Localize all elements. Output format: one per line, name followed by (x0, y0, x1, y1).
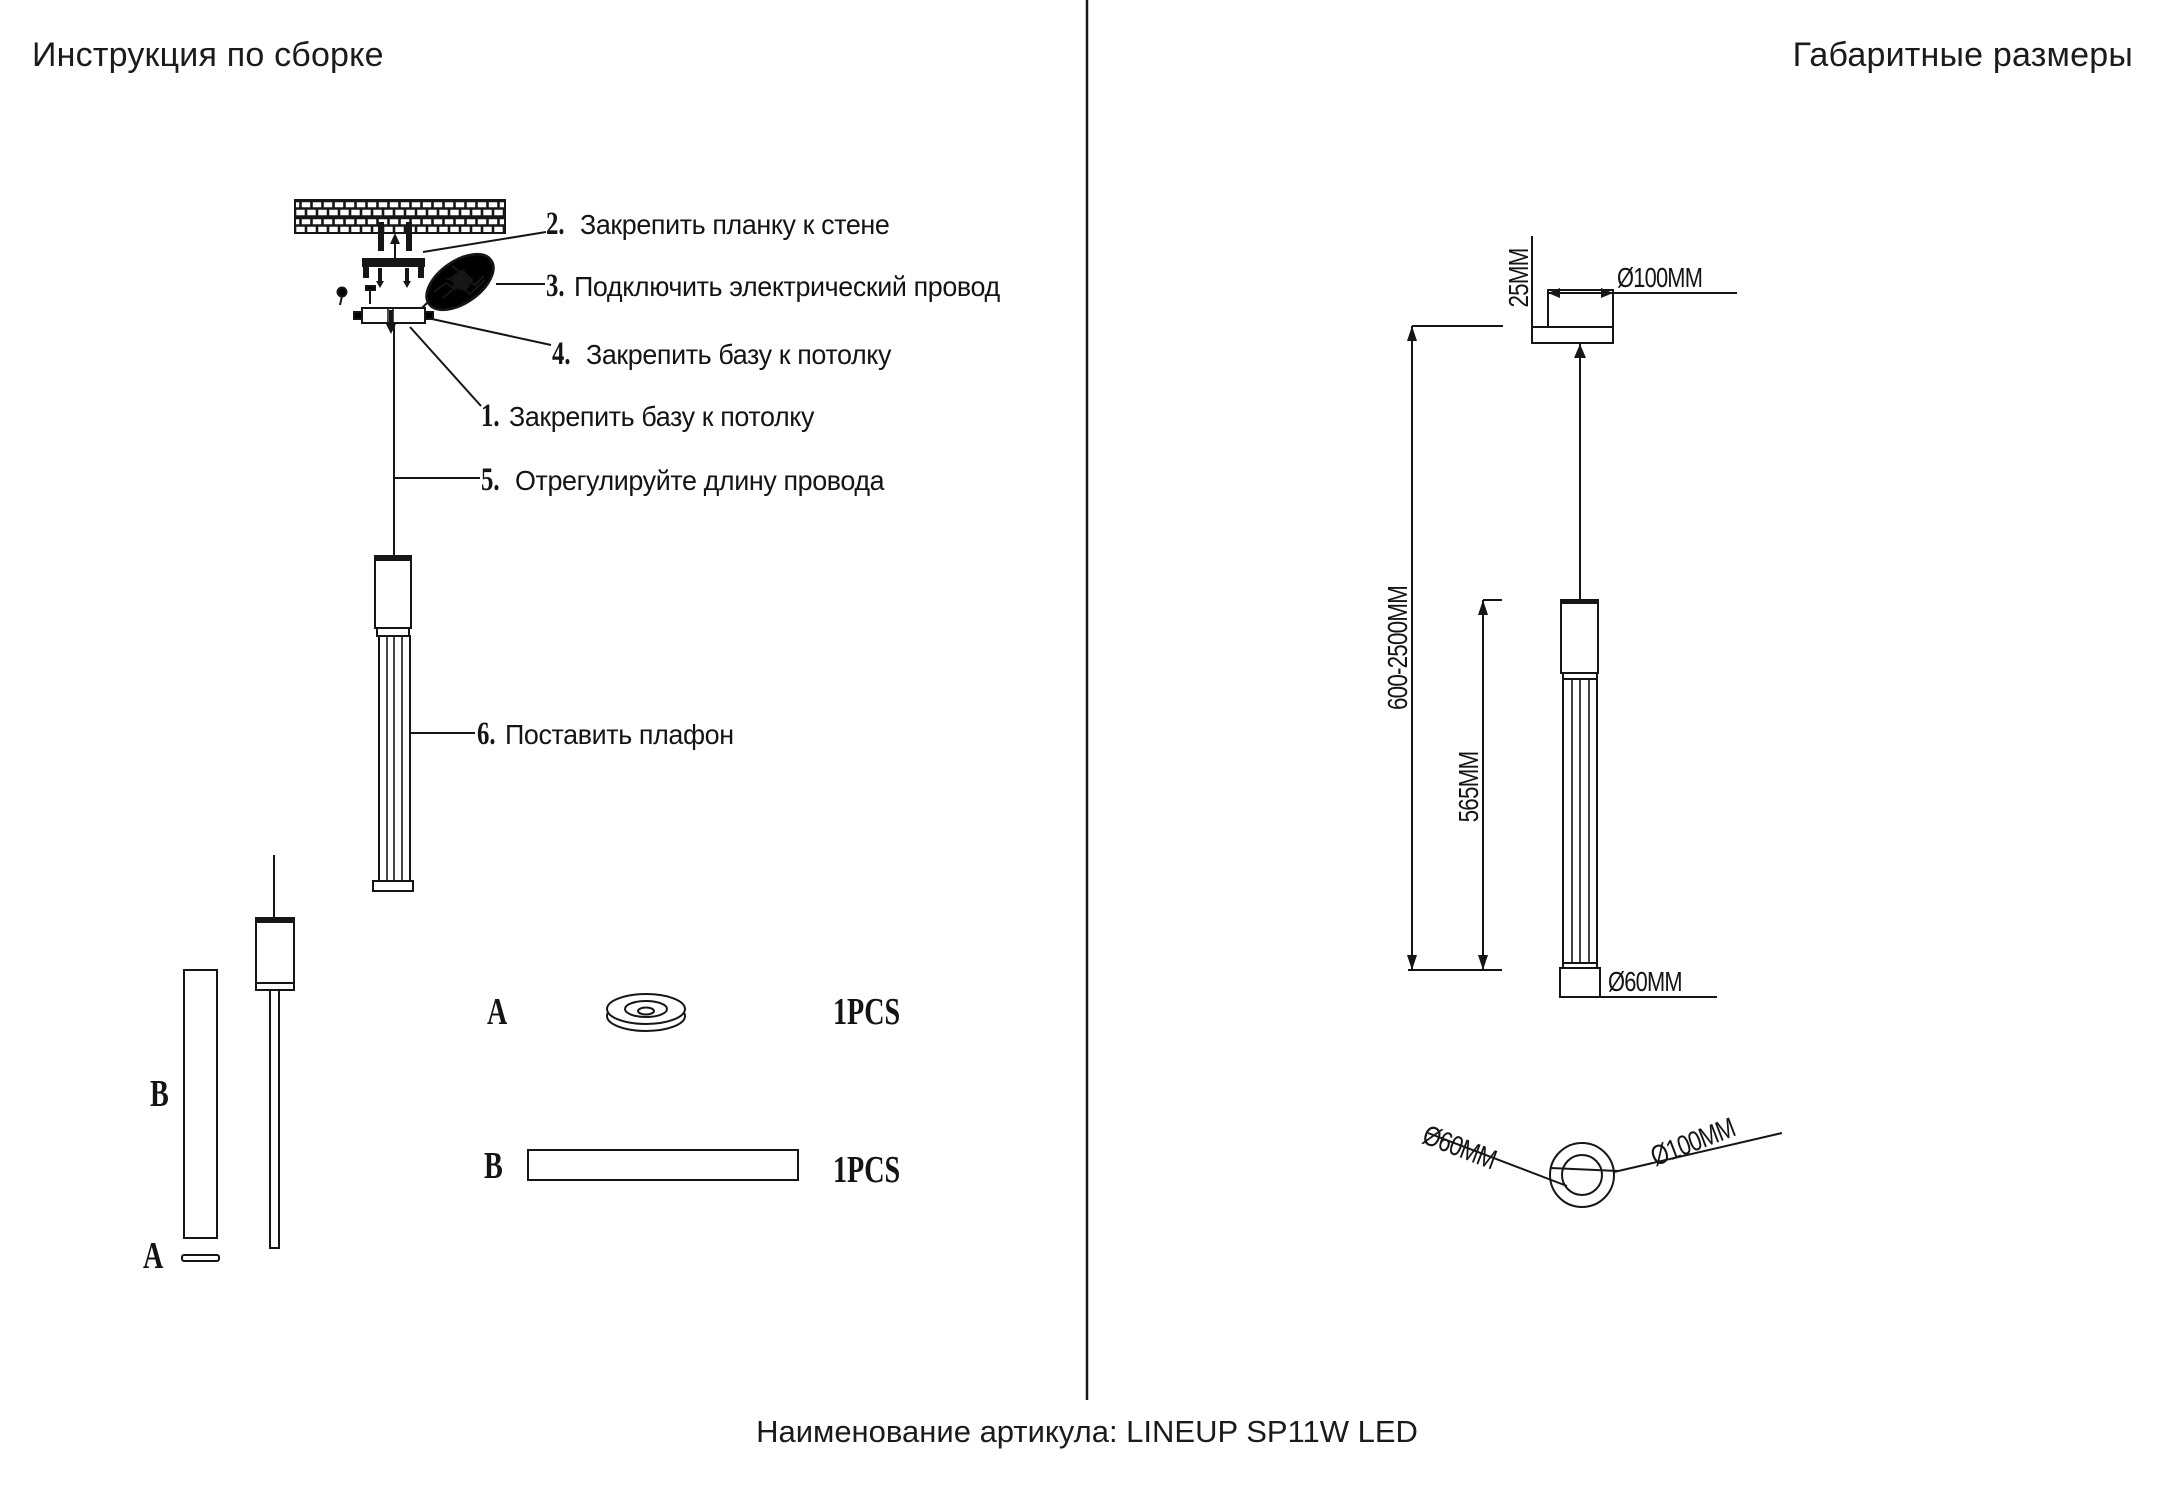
step-5-number: 5. (481, 462, 500, 498)
parts-list-a-id: A (487, 991, 508, 1033)
dim-shade-diameter: Ø60MM (1608, 966, 1682, 997)
canopy (1532, 290, 1613, 343)
lamp-cap (375, 556, 411, 636)
wall-hatch (295, 200, 505, 233)
dim-lamp (1560, 600, 1600, 997)
part-rod (270, 990, 279, 1248)
part-tube-b (184, 970, 217, 1238)
article-name-footer: Наименование артикула: LINEUP SP11W LED (756, 1414, 1418, 1449)
exploded-label-b: B (150, 1073, 169, 1115)
parts-list-a-qty: 1PCS (833, 991, 901, 1033)
part-bar-a (182, 1255, 219, 1261)
step-label-3 (546, 268, 1017, 305)
step-5-text: Отрегулируйте длину провода (514, 465, 884, 496)
step-label-2 (546, 206, 902, 243)
dim-canopy-diameter: Ø100MM (1617, 262, 1703, 293)
exploded-parts (182, 855, 294, 1261)
screw-hardware (338, 286, 376, 305)
dim-canopy-height: 25MM (1503, 248, 1534, 308)
step-4-number: 4. (552, 336, 571, 372)
step-label-6 (477, 716, 743, 753)
step-1-number: 1. (481, 398, 500, 434)
dim-suspension-length: 600-2500MM (1382, 586, 1413, 710)
suspension-length-dim (1407, 326, 1503, 970)
step-2-number: 2. (546, 206, 565, 242)
step-4-text: Закрепить базу к потолку (585, 339, 891, 370)
parts-list-b-qty: 1PCS (833, 1149, 901, 1191)
step-6-number: 6. (477, 716, 496, 752)
step-3-text: Подключить электрический провод (573, 271, 1000, 302)
exploded-label-a: A (143, 1235, 164, 1277)
parts-list-b-id: B (484, 1145, 503, 1187)
step-label-1 (481, 398, 827, 435)
step-2-text: Закрепить планку к стене (579, 209, 890, 240)
dim-bottom-shade-diameter: Ø60MM (1418, 1119, 1501, 1176)
dim-bottom-canopy-diameter: Ø100MM (1646, 1111, 1739, 1173)
step-3-number: 3. (546, 268, 565, 304)
right-panel-title: Габаритные размеры (1792, 36, 2133, 74)
step-6-text: Поставить плафон (504, 719, 734, 750)
part-a-ring (607, 994, 685, 1031)
step-1-text: Закрепить базу к потолку (508, 401, 814, 432)
dim-shade-height: 565MM (1453, 751, 1484, 823)
step-label-5 (481, 462, 899, 499)
mounting-bracket (363, 259, 424, 288)
dim-cable (1574, 343, 1586, 600)
left-panel-title: Инструкция по сборке (32, 36, 384, 74)
wire-connection (417, 243, 503, 321)
step-label-4 (552, 336, 904, 373)
part-b-bar (528, 1150, 798, 1180)
lamp-tube (373, 636, 413, 891)
